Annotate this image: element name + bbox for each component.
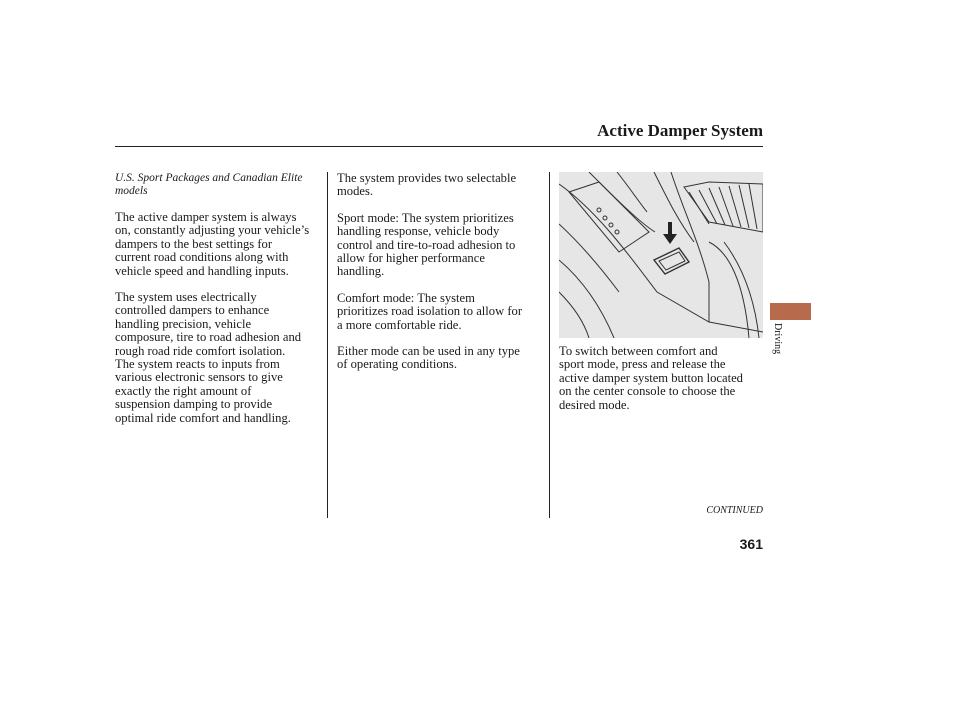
title-divider — [115, 146, 763, 147]
page-number: 361 — [739, 536, 763, 552]
paragraph-system-overview: The active damper system is always on, constantly adjusting your vehicle’s dampers to the best settings for current road conditions along with vehicle speed and handling inputs. — [115, 210, 310, 278]
column-divider-2 — [549, 172, 550, 518]
paragraph-electric-dampers: The system uses electrically controlled dampers to enhance handling precision, vehicle composure, tire to road adhesion and rough road ride comfort isolation. The system reacts to inputs from various electronic sensors to give exactly the right amount of suspension damping to provide optimal ride comfort and handling. — [115, 290, 302, 425]
paragraph-either-mode: Either mode can be used in any type of operating conditions. — [337, 344, 520, 372]
paragraph-comfort-mode: Comfort mode: The system prioritizes road isolation to allow for a more comfortable ride. — [337, 290, 523, 332]
page-title: Active Damper System — [597, 121, 763, 140]
section-label: Driving — [772, 323, 783, 355]
column-3 — [559, 345, 764, 425]
model-applicability-note: U.S. Sport Packages and Canadian Elite models — [115, 172, 303, 197]
center-console-drawing — [559, 172, 763, 338]
section-tab — [770, 303, 811, 320]
continued-label: CONTINUED — [706, 505, 763, 516]
column-1 — [115, 172, 325, 438]
paragraph-sport-mode: Sport mode: The system prioritizes handling response, vehicle body control and tire-to-road adhesion to allow for higher performance handling. — [337, 210, 516, 279]
console-button-illustration — [559, 172, 763, 338]
column-2 — [337, 172, 542, 385]
paragraph-switch-instructions: To switch between comfort and sport mode, press and release the active damper system button located on the center console to choose the desired mode. — [559, 344, 743, 412]
column-divider-1 — [327, 172, 328, 518]
paragraph-modes-intro: The system provides two selectable modes. — [337, 171, 517, 199]
